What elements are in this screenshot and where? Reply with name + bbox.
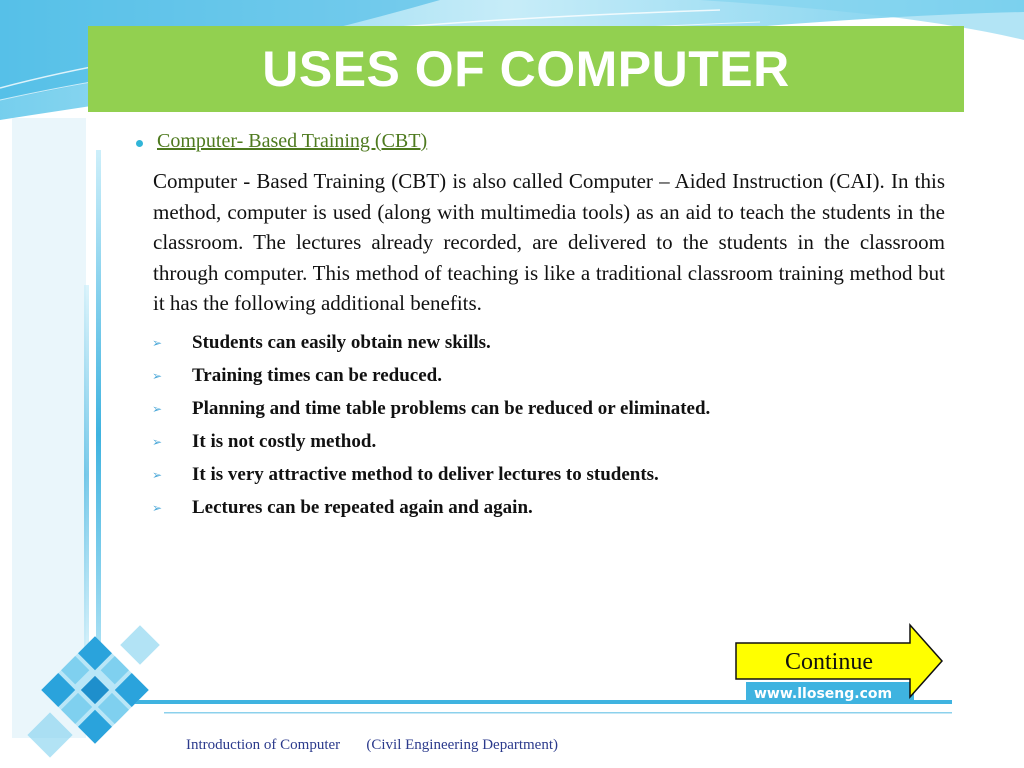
benefit-text: Lectures can be repeated again and again. bbox=[192, 497, 533, 519]
list-item bbox=[126, 327, 946, 360]
section-heading: Computer- Based Training (CBT) bbox=[157, 130, 428, 152]
benefit-text: Training times can be reduced. bbox=[192, 365, 442, 387]
list-item bbox=[126, 426, 946, 459]
continue-label: Continue bbox=[785, 649, 873, 675]
website-watermark: www.lloseng.com bbox=[754, 686, 893, 702]
slide-footer: Introduction of Computer (Civil Engineering Department) bbox=[186, 737, 558, 753]
description-paragraph: Computer - Based Training (CBT) is also called Computer – Aided Instruction (CAI). In this method, computer is used (along with multimedia tools) as an aid to teach the students in the classroom. The lectures already recorded, are delivered to the students in the classroom through computer. This method of teaching is like a traditional classroom training method but it has the following additional benefits. bbox=[153, 169, 945, 316]
slide-content bbox=[126, 124, 946, 525]
benefits-list bbox=[126, 327, 946, 525]
bullet-dot-icon bbox=[136, 140, 143, 147]
chevron-right-icon: ➢ bbox=[152, 435, 163, 450]
chevron-right-icon: ➢ bbox=[152, 336, 163, 351]
title-band bbox=[88, 26, 964, 112]
benefit-text: Planning and time table problems can be reduced or eliminated. bbox=[192, 398, 711, 420]
list-item bbox=[126, 459, 946, 492]
benefit-text: It is not costly method. bbox=[192, 431, 377, 453]
chevron-right-icon: ➢ bbox=[152, 501, 163, 516]
list-item bbox=[126, 492, 946, 525]
benefit-text: Students can easily obtain new skills. bbox=[192, 332, 491, 354]
section-heading-row bbox=[126, 124, 946, 158]
list-item bbox=[126, 360, 946, 393]
chevron-right-icon: ➢ bbox=[152, 369, 163, 384]
slide-title: USES OF COMPUTER bbox=[262, 41, 790, 97]
list-item bbox=[126, 393, 946, 426]
benefit-text: It is very attractive method to deliver lectures to students. bbox=[192, 464, 659, 486]
chevron-right-icon: ➢ bbox=[152, 468, 163, 483]
chevron-right-icon: ➢ bbox=[152, 402, 163, 417]
